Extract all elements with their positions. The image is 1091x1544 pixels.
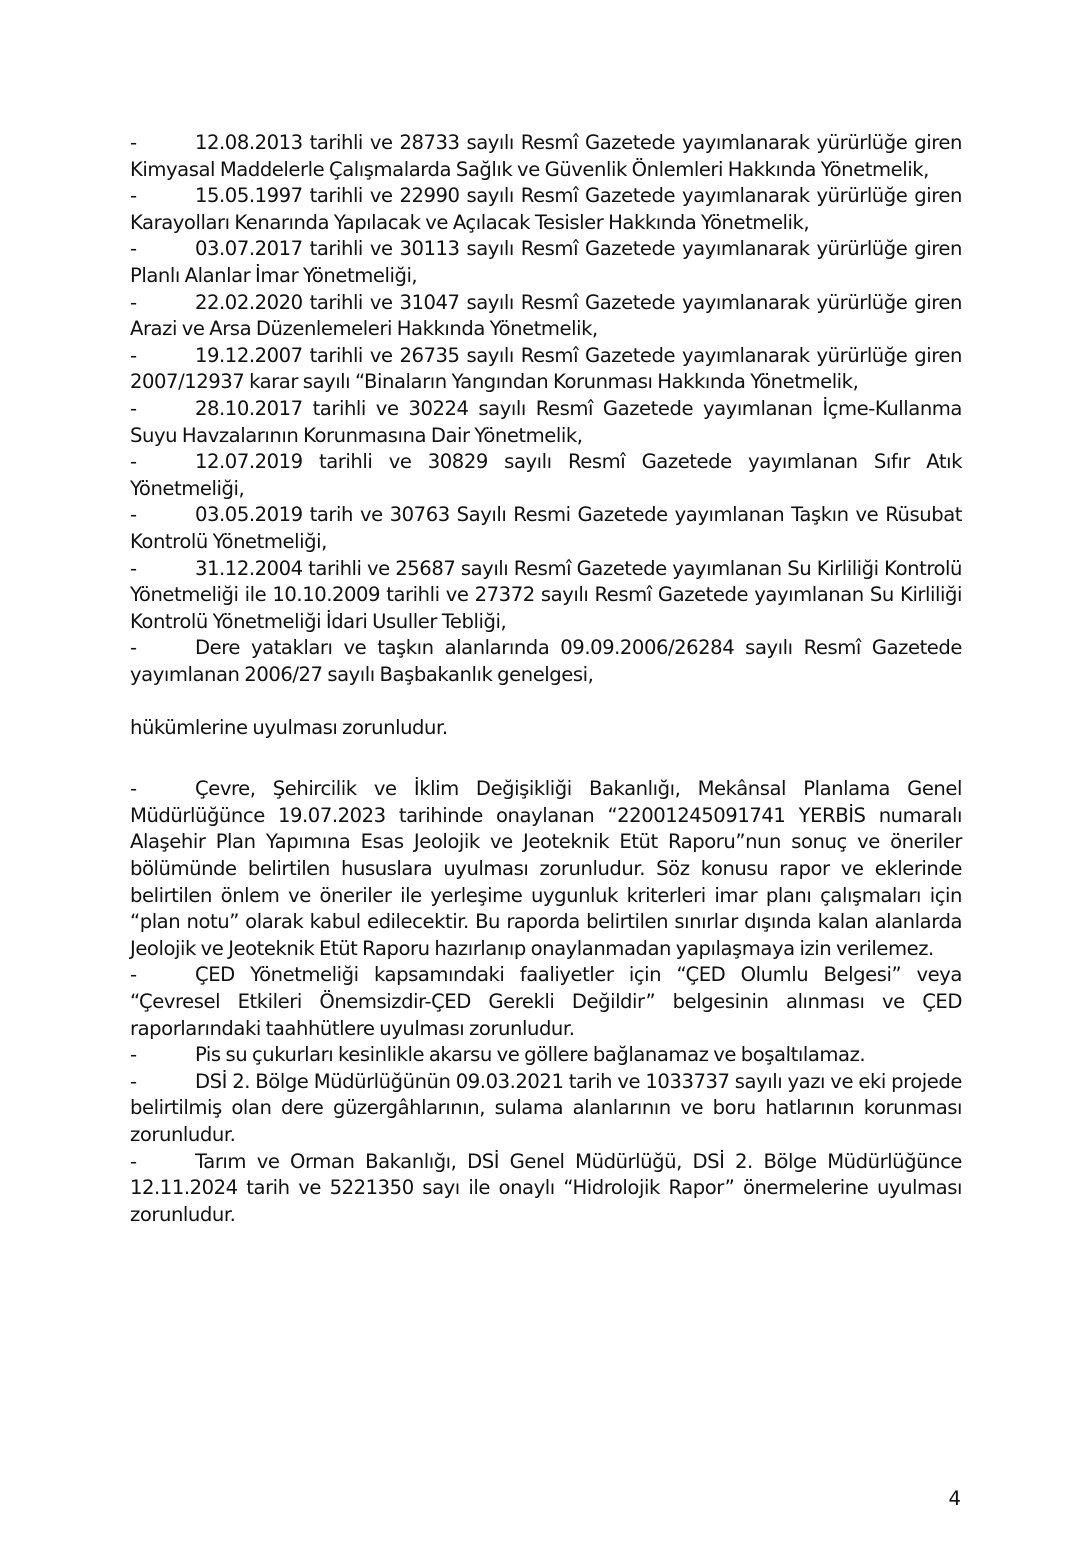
list-item-text: Dere yatakları ve taşkın alanlarında 09.09.2006/26284 sayılı Resmî Gazetede yayımlanan 2006/27 sayılı Başbakanlık genelgesi, [130, 636, 962, 686]
list-item-text: 19.12.2007 tarihli ve 26735 sayılı Resmî Gazetede yayımlanarak yürürlüğe giren 2007/12937 karar sayılı “Binaların Yangından Korunması Hakkında Yönetmelik, [130, 343, 962, 394]
list-dash: - [130, 1043, 137, 1067]
list-item-text: 03.05.2019 tarih ve 30763 Sayılı Resmi Gazetede yayımlanan Taşkın ve Rüsubat Kontrolü Yönetmeliği, [130, 503, 962, 553]
list-item [130, 290, 962, 343]
list-item-text: 22.02.2020 tarihli ve 31047 sayılı Resmî Gazetede yayımlanarak yürürlüğe giren Arazi ve Arsa Düzenlemeleri Hakkında Yönetmelik, [130, 290, 962, 341]
list-dash: - [130, 396, 137, 420]
list-dash: - [130, 556, 137, 580]
list-item [130, 130, 962, 183]
list-dash: - [130, 131, 137, 154]
list-item-text: Çevre, Şehircilik ve İklim Değişikliği Bakanlığı, Mekânsal Planlama Genel Müdürlüğünce 19.07.2023 tarihinde onaylanan “22001245091741 YERBİS numaralı Alaşehir Plan Yapımına Esas Jeolojik ve Jeoteknik Etüt Raporu”nun sonuç ve öneriler bölümünde belirtilen hususlara uyulması zorunludur. Söz konusu rapor ve eklerinde belirtilen önlem ve öneriler ile yerleşime uygunluk kriterleri imar planı çalışmaları için “plan notu” olarak kabul edilecektir. Bu raporda belirtilen sınırlar dışında kalan alanlarda Jeolojik ve Jeoteknik Etüt Raporu hazırlanıp onaylanmadan yapılaşmaya izin verilemez. [130, 777, 962, 960]
page-number: 4 [948, 1487, 961, 1510]
list-item-text: Pis su çukurları kesinlikle akarsu ve göllere bağlanamaz ve boşaltılamaz. [195, 1043, 866, 1067]
paragraph-spacer [130, 768, 962, 776]
list-item [130, 962, 962, 1042]
list-item [130, 1069, 962, 1149]
list-item-text: 03.07.2017 tarihli ve 30113 sayılı Resmî Gazetede yayımlanarak yürürlüğe giren Planlı Alanlar İmar Yönetmeliği, [130, 237, 962, 287]
list-item-text: ÇED Yönetmeliği kapsamındaki faaliyetler için “ÇED Olumlu Belgesi” veya “Çevresel Etkileri Önemsizdir-ÇED Gerekli Değildir” belgesinin alınması ve ÇED raporlarındaki taahhütlere uyulması zorunludur. [130, 963, 962, 1040]
list-item [130, 502, 962, 555]
list-item [130, 1042, 962, 1069]
list-dash: - [130, 450, 137, 474]
paragraph-spacer [130, 688, 962, 715]
list-item-text: 28.10.2017 tarihli ve 30224 sayılı Resmî Gazetede yayımlanan İçme-Kullanma Suyu Havzalarının Korunmasına Dair Yönetmelik, [130, 396, 962, 447]
list-item-text: 12.08.2013 tarihli ve 28733 sayılı Resmî Gazetede yayımlanarak yürürlüğe giren Kimyasal Maddelerle Çalışmalarda Sağlık ve Güvenlik Önlemleri Hakkında Yönetmelik, [130, 131, 962, 181]
list-item-text: 15.05.1997 tarihli ve 22990 sayılı Resmî Gazetede yayımlanarak yürürlüğe giren Karayolları Kenarında Yapılacak ve Açılacak Tesisler Hakkında Yönetmelik, [130, 184, 962, 234]
closing-sentence: hükümlerine uyulması zorunludur. [130, 716, 448, 740]
list-dash: - [130, 290, 137, 314]
list-item-text: 31.12.2004 tarihli ve 25687 sayılı Resmî Gazetede yayımlanan Su Kirliliği Kontrolü Yönetmeliği ile 10.10.2009 tarihli ve 27372 sayılı Resmî Gazetede yayımlanan Su Kirliliği Kontrolü Yönetmeliği İdari Usuller Tebliği, [130, 556, 962, 633]
list-dash: - [130, 963, 137, 987]
list-dash: - [130, 237, 137, 261]
requirements-list [130, 776, 962, 1228]
regulation-list [130, 130, 962, 688]
list-item [130, 343, 962, 396]
list-dash: - [130, 343, 137, 367]
list-dash: - [130, 503, 137, 527]
list-item-text: DSİ 2. Bölge Müdürlüğünün 09.03.2021 tarih ve 1033737 sayılı yazı ve eki projede belirtilmiş olan dere güzergâhlarının, sulama alanlarının ve boru hatlarının korunması zorunludur. [130, 1069, 962, 1146]
list-item [130, 396, 962, 449]
list-dash: - [130, 1069, 137, 1093]
list-item-text: Tarım ve Orman Bakanlığı, DSİ Genel Müdürlüğü, DSİ 2. Bölge Müdürlüğünce 12.11.2024 tarih ve 5221350 sayı ile onaylı “Hidrolojik Rapor” önermelerine uyulması zorunludur. [130, 1149, 962, 1226]
list-item [130, 776, 962, 962]
list-item [130, 556, 962, 636]
list-dash: - [130, 636, 137, 660]
list-item [130, 1149, 962, 1229]
list-item [130, 236, 962, 289]
list-item [130, 449, 962, 502]
document-body [130, 130, 962, 1228]
list-dash: - [130, 777, 137, 801]
list-item-text: 12.07.2019 tarihli ve 30829 sayılı Resmî Gazetede yayımlanan Sıfır Atık Yönetmeliği, [130, 450, 962, 500]
list-dash: - [130, 1149, 137, 1173]
list-item [130, 183, 962, 236]
list-dash: - [130, 184, 137, 208]
paragraph-spacer [130, 742, 962, 769]
list-item [130, 635, 962, 688]
